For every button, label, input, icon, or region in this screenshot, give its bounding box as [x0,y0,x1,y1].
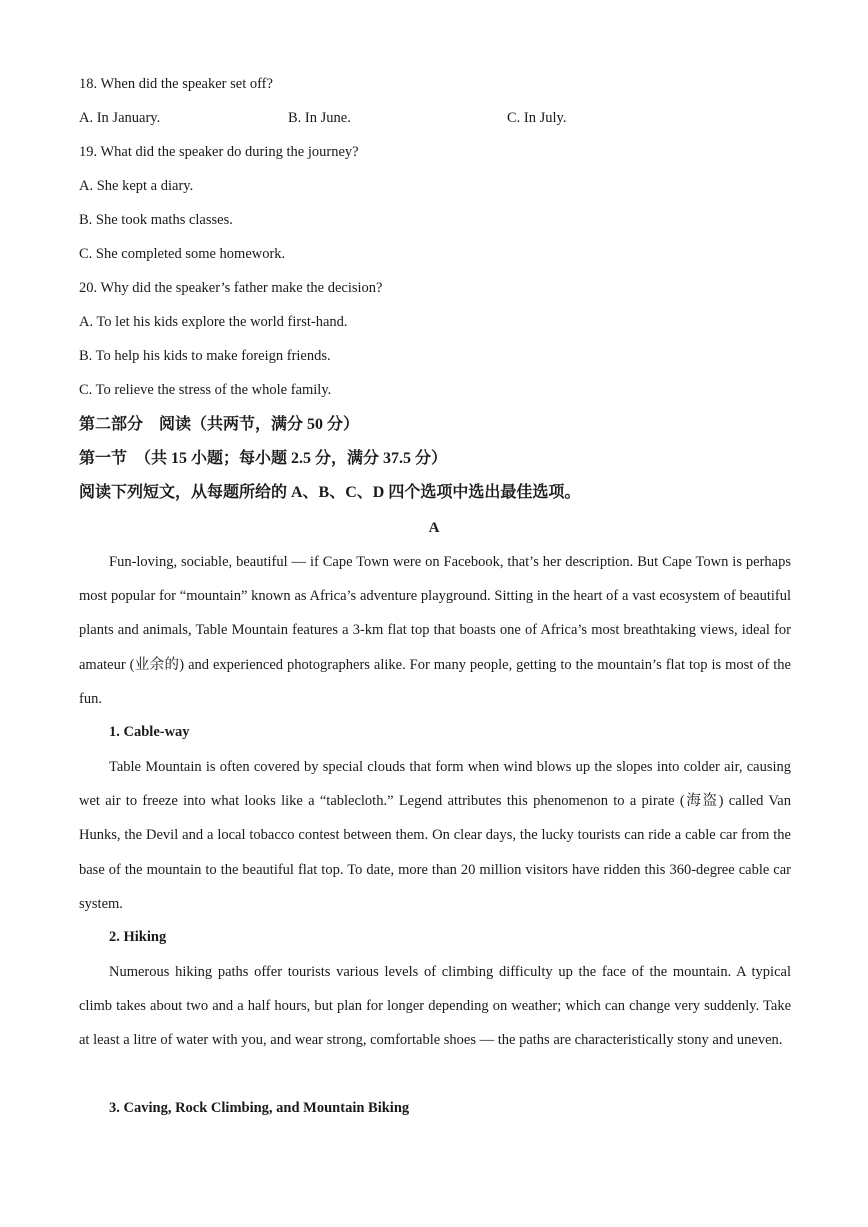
question-20-stem: 20. Why did the speaker’s father make the decision? [79,280,383,296]
question-19-option-a: A. She kept a diary. [79,178,194,194]
part-heading: 第二部分 阅读（共两节，满分 50 分） [79,416,360,433]
sub-heading: 第一节 （共 15 小题；每小题 2.5 分，满分 37.5 分） [79,450,448,467]
passage-intro: Fun-loving, sociable, beautiful — if Cape Town were on Facebook, that’s her description. But Cape Town is perhaps most popular for “mountain” known as Africa’s adventure playground. Sitting in the heart of a vast ecosystem of beautiful plants and animals, Table Mountain features a 3-km flat top that boasts one of Africa’s most breathtaking views, ideal for amateur (业余的) and experienced photographers alike. For many people, getting to the mountain’s flat top is most of the fun. [79,554,791,707]
section-body-hiking: Numerous hiking paths offer tourists various levels of climbing difficulty up the face of the mountain. A typical climb takes about two and a half hours, but plan for longer depending on weather; which can change very suddenly. Take at least a litre of water with you, and wear strong, comfortable shoes — the paths are characteristically stony and uneven. [79,964,791,1049]
question-19-stem: 19. What did the speaker do during the journey? [79,144,359,160]
question-20-option-a: A. To let his kids explore the world first-hand. [79,314,348,330]
question-18-options [79,108,779,128]
section-heading-cable-way: 1. Cable-way [109,724,190,740]
question-18-option-c: C. In July. [507,110,567,126]
section-heading-hiking: 2. Hiking [109,929,167,945]
instruction: 阅读下列短文，从每题所给的 A、B、C、D 四个选项中选出最佳选项。 [79,484,581,501]
question-18-stem: 18. When did the speaker set off? [79,76,273,92]
section-body-cable-way: Table Mountain is often covered by special clouds that form when wind blows up the slopes into colder air, causing wet air to freeze into what looks like a “tablecloth.” Legend attributes this phenomenon to a pirate (海盗) called Van Hunks, the Devil and a local tobacco contest between them. On clear days, the lucky tourists can ride a cable car from the base of the mountain to the beautiful flat top. To date, more than 20 million visitors have ridden this 360-degree cable car system. [79,759,791,912]
question-18-option-b: B. In June. [288,110,351,126]
question-18-option-a: A. In January. [79,110,161,126]
question-20-option-c: C. To relieve the stress of the whole family. [79,382,332,398]
question-19-option-b: B. She took maths classes. [79,212,233,228]
question-19-option-c: C. She completed some homework. [79,246,286,262]
question-20-option-b: B. To help his kids to make foreign friends. [79,348,331,364]
passage-label: A [428,520,440,536]
section-heading-caving: 3. Caving, Rock Climbing, and Mountain Biking [109,1100,410,1116]
